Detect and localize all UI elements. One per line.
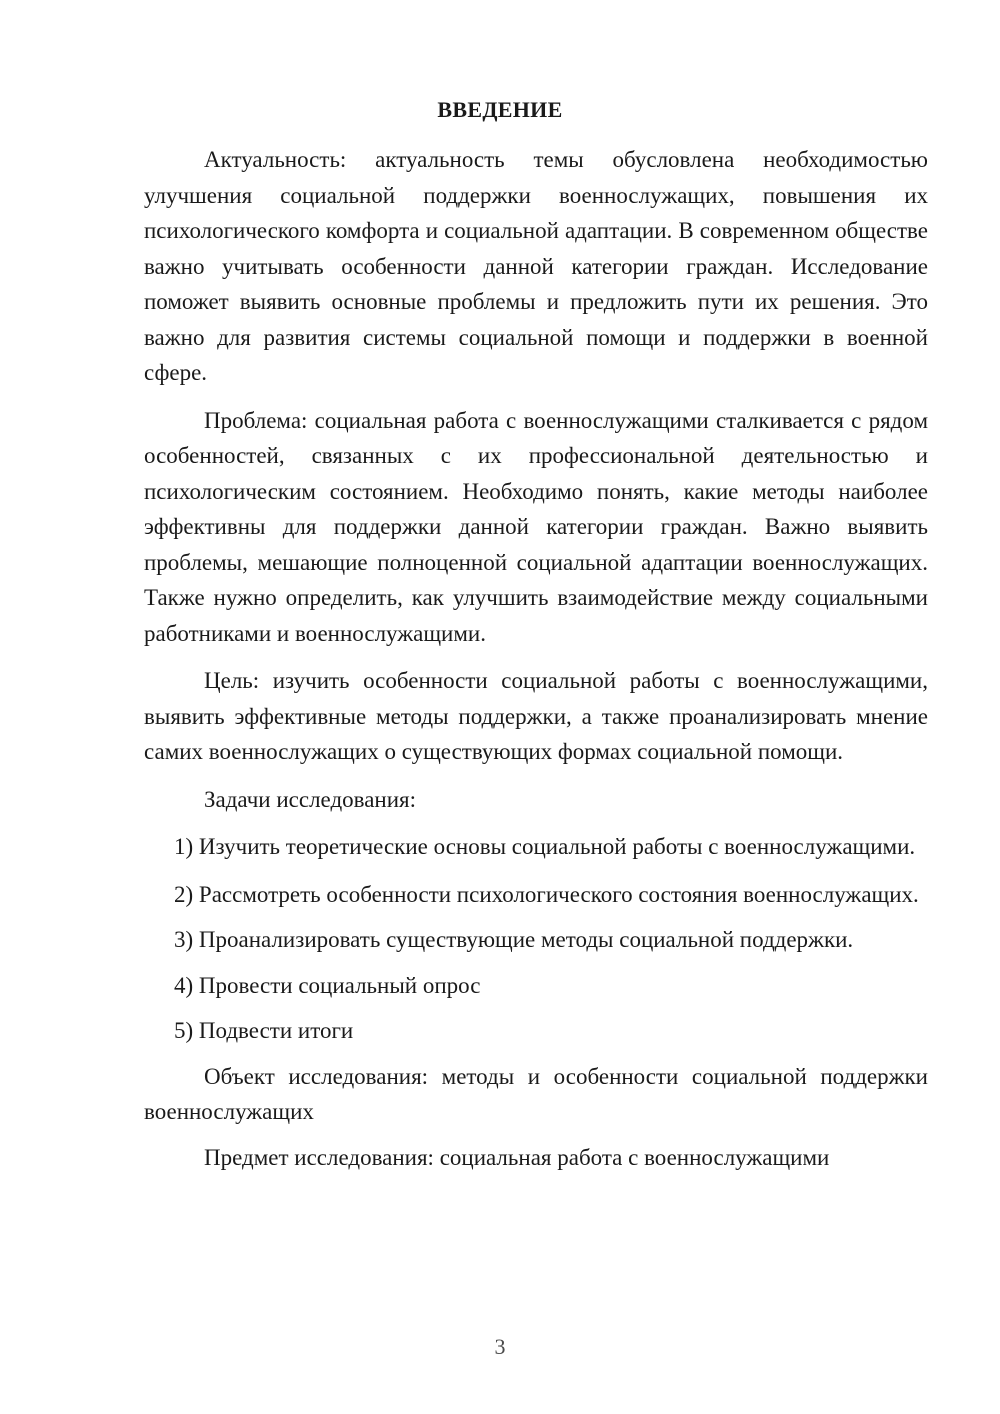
page-number: 3 xyxy=(494,1334,506,1359)
task-item-1: 1) Изучить теоретические основы социальной работы с военнослужащими. xyxy=(174,834,916,859)
paragraph-relevance: Актуальность: актуальность темы обусловлена необходимостью улучшения социальной поддержки военнослужащих, повышения их психологического комфорта и социальной адаптации. В современном обществе важно учитывать особенности данной категории граждан. Исследование поможет выявить основные проблемы и предложить пути их решения. Это важно для развития системы социальной помощи и поддержки в военной сфере. xyxy=(144,147,928,385)
task-item-5: 5) Подвести итоги xyxy=(174,1018,354,1043)
paragraph-object: Объект исследования: методы и особенности социальной поддержки военнослужащих xyxy=(144,1063,928,1124)
task-item-2: 2) Рассмотреть особенности психологического состояния военнослужащих. xyxy=(174,881,919,907)
tasks-heading: Задачи исследования: xyxy=(204,786,417,812)
paragraph-problem: Проблема: социальная работа с военнослужащими сталкивается с рядом особенностей, связанных с их профессиональной деятельностью и психологическим состоянием. Необходимо понять, какие методы наиболее эффективны для поддержки данной категории граждан. Важно выявить проблемы, мешающие полноценной социальной адаптации военнослужащих. Также нужно определить, как улучшить взаимодействие между социальными работниками и военнослужащими. xyxy=(144,407,928,646)
page-title: ВВЕДЕНИЕ xyxy=(437,97,563,122)
body-text xyxy=(144,142,928,1175)
paragraph-goal: Цель: изучить особенности социальной работы с военнослужащими, выявить эффективные методы поддержки, а также проанализировать мнение самих военнослужащих о существующих формах социальной помощи. xyxy=(144,668,928,764)
task-item-4: 4) Провести социальный опрос xyxy=(174,972,481,998)
task-item-3: 3) Проанализировать существующие методы социальной поддержки. xyxy=(174,927,854,952)
paragraph-subject: Предмет исследования: социальная работа с военнослужащими xyxy=(204,1144,830,1170)
